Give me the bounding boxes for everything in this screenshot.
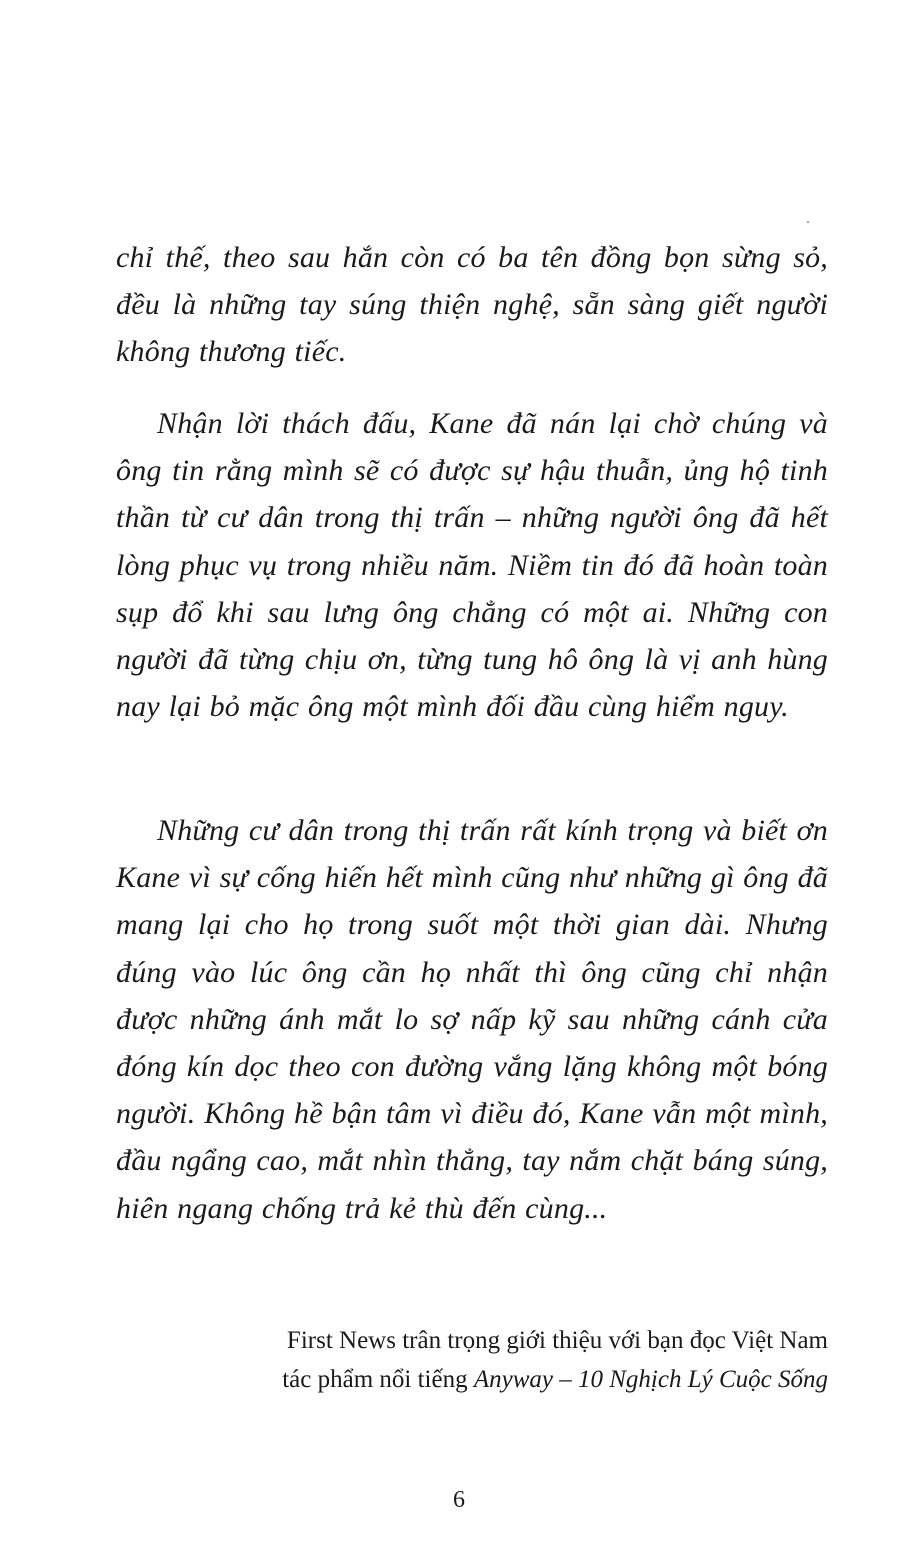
page-number: 6 xyxy=(453,1487,465,1513)
paragraph-1: chỉ thế, theo sau hắn còn có ba tên đồng bọn sừng sỏ, đều là những tay súng thiện nghệ, sẵn sàng giết người không thương tiếc. xyxy=(116,241,828,369)
paragraph-2: Nhận lời thách đấu, Kane đã nán lại chờ chúng và ông tin rằng mình sẽ có được sự hậu thuẫn, ủng hộ tinh thần từ cư dân trong thị trấn – những người ông đã hết lòng phục vụ trong nhiều năm. Niềm tin đó đã hoàn toàn sụp đổ khi sau lưng ông chẳng có một ai. Những con người đã từng chịu ơn, từng tung hô ông là vị anh hùng nay lại bỏ mặc ông một mình đối đầu cùng hiểm nguy. xyxy=(116,407,828,724)
credit-line-2-prefix: tác phẩm nổi tiếng xyxy=(282,1366,474,1393)
paragraph-3: Những cư dân trong thị trấn rất kính trọng và biết ơn Kane vì sự cống hiến hết mình cũng như những gì ông đã mang lại cho họ trong suốt một thời gian dài. Nhưng đúng vào lúc ông cần họ nhất thì ông cũng chỉ nhận được những ánh mắt lo sợ nấp kỹ sau những cánh cửa đóng kín dọc theo con đường vắng lặng không một bóng người. Không hề bận tâm vì điều đó, Kane vẫn một mình, đầu ngẩng cao, mắt nhìn thẳng, tay nắm chặt báng súng, hiên ngang chống trả kẻ thù đến cùng... xyxy=(116,814,828,1225)
scan-speck xyxy=(807,221,809,223)
publisher-credit xyxy=(170,1321,828,1399)
credit-line-2 xyxy=(170,1360,828,1399)
book-title: Anyway – 10 Nghịch Lý Cuộc Sống xyxy=(473,1366,828,1393)
credit-line-1: First News trân trọng giới thiệu với bạn đọc Việt Nam xyxy=(286,1327,828,1354)
